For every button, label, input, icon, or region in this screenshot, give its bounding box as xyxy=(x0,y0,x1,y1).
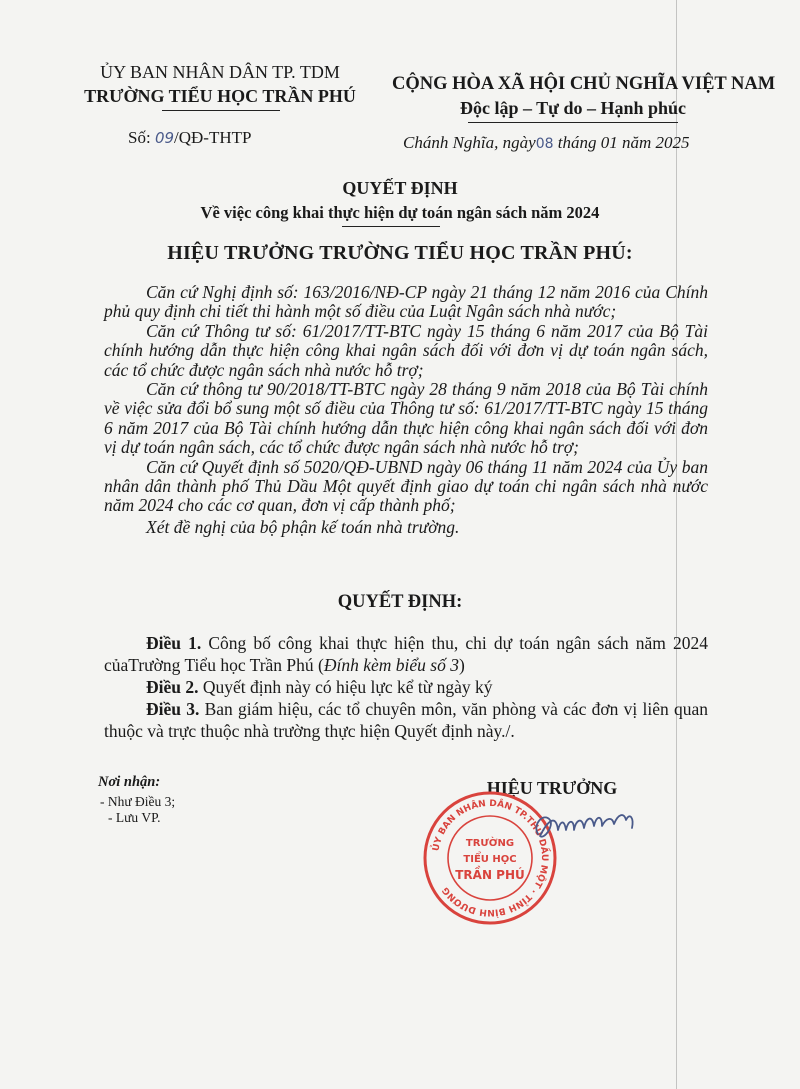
decision-heading: QUYẾT ĐỊNH: xyxy=(337,592,463,612)
basis-paragraph: Căn cứ thông tư 90/2018/TT-BTC ngày 28 tháng 9 năm 2018 của Bộ Tài chính về việc sửa đổi bổ sung một số điều của Thông tư số: 61/2017/TT-BTC ngày 15 tháng 6 năm 2017 của Bộ Tài chính hướng dẫn thực hiện công khai ngân sách đối với đơn vị dự toán ngân sách, các tổ chức được ngân sách nhà nước hỗ trợ; xyxy=(104,379,708,458)
article-text: Ban giám hiệu, các tổ chuyên môn, văn phòng và các đơn vị liên quan thuộc và trực thuộc nhà trường thực hiện Quyết định này./. xyxy=(104,699,709,741)
article-tail: ) xyxy=(459,655,465,675)
place-date-suffix: tháng 01 năm 2025 xyxy=(557,133,690,152)
article-text: Quyết định này có hiệu lực kể từ ngày ký xyxy=(198,677,493,697)
recipients-title: Nơi nhận: xyxy=(98,774,161,790)
doc-number-handwritten: 09 xyxy=(154,129,175,147)
subject-underline xyxy=(342,226,440,227)
article-1 xyxy=(104,632,708,676)
decision-title: QUYẾT ĐỊNH xyxy=(342,178,458,198)
article-3 xyxy=(104,698,708,742)
article-2 xyxy=(104,676,708,698)
decision-subject: Về việc công khai thực hiện dự toán ngân sách năm 2024 xyxy=(200,203,600,222)
scan-edge-line xyxy=(676,0,677,1089)
header-left-rule xyxy=(162,110,280,111)
stamp-ring-text: ỦY BAN NHÂN DÂN TP.THỦ DẦU MỘT · TỈNH BÌNH DƯƠNG xyxy=(431,798,550,918)
article-label: Điều 1. xyxy=(146,633,202,653)
basis-paragraph: Xét đề nghị của bộ phận kế toán nhà trường. xyxy=(146,516,460,537)
issuing-authority: ỦY BAN NHÂN DÂN TP. TDM xyxy=(100,62,340,82)
recipient-item: - Lưu VP. xyxy=(108,810,161,825)
doc-number-suffix: /QĐ-THTP xyxy=(174,128,252,147)
article-label: Điều 2. xyxy=(146,677,199,697)
issuer-line: HIỆU TRƯỞNG TRƯỜNG TIỂU HỌC TRẦN PHÚ: xyxy=(167,242,633,264)
basis-paragraph: Căn cứ Nghị định số: 163/2016/NĐ-CP ngày 21 tháng 12 năm 2016 của Chính phủ quy định chi tiết thi hành một số điều của Luật Ngân sách nhà nước; xyxy=(104,282,708,322)
national-motto: Độc lập – Tự do – Hạnh phúc xyxy=(459,98,687,118)
handwritten-signature xyxy=(530,800,640,850)
basis-paragraph: Căn cứ Thông tư số: 61/2017/TT-BTC ngày 15 tháng 6 năm 2017 của Bộ Tài chính hướng dẫn thực hiện công khai ngân sách đối với đơn vị dự toán ngân sách, các tổ chức được ngân sách nhà nước hỗ trợ; xyxy=(104,320,708,380)
recipient-item: - Như Điều 3; xyxy=(100,794,176,809)
place-date-prefix: Chánh Nghĩa, ngày xyxy=(403,133,536,152)
legal-bases xyxy=(104,283,708,537)
stamp-center-line: TRẦN PHÚ xyxy=(455,868,525,882)
place-and-date xyxy=(403,133,690,153)
article-label: Điều 3. xyxy=(146,699,200,719)
document-number xyxy=(128,128,251,148)
stamp-center-line: TRƯỜNG xyxy=(465,838,515,849)
school-name: TRƯỜNG TIỂU HỌC TRẦN PHÚ xyxy=(84,86,356,106)
basis-paragraph: Căn cứ Quyết định số 5020/QĐ-UBND ngày 06 tháng 11 năm 2024 của Ủy ban nhân dân thành phố Thủ Dầu Một quyết định giao dự toán chi ngân sách nhà nước năm 2024 cho các cơ quan, đơn vị cấp thành phố; xyxy=(104,456,708,516)
date-day-handwritten: 08 xyxy=(535,136,554,152)
article-note: Đính kèm biểu số 3 xyxy=(323,655,459,675)
stamp-center-line: TIỂU HỌC xyxy=(463,854,517,865)
signatory-title: HIỆU TRƯỞNG xyxy=(486,778,618,798)
doc-number-prefix: Số: xyxy=(128,128,151,147)
national-title: CỘNG HÒA XÃ HỘI CHỦ NGHĨA VIỆT NAM xyxy=(392,74,776,94)
article-text: Công bố công khai thực hiện thu, chi dự toán ngân sách năm 2024 củaTrường Tiểu học Trần Phú ( xyxy=(104,633,708,675)
articles xyxy=(104,632,708,742)
header-right-rule xyxy=(468,122,678,123)
